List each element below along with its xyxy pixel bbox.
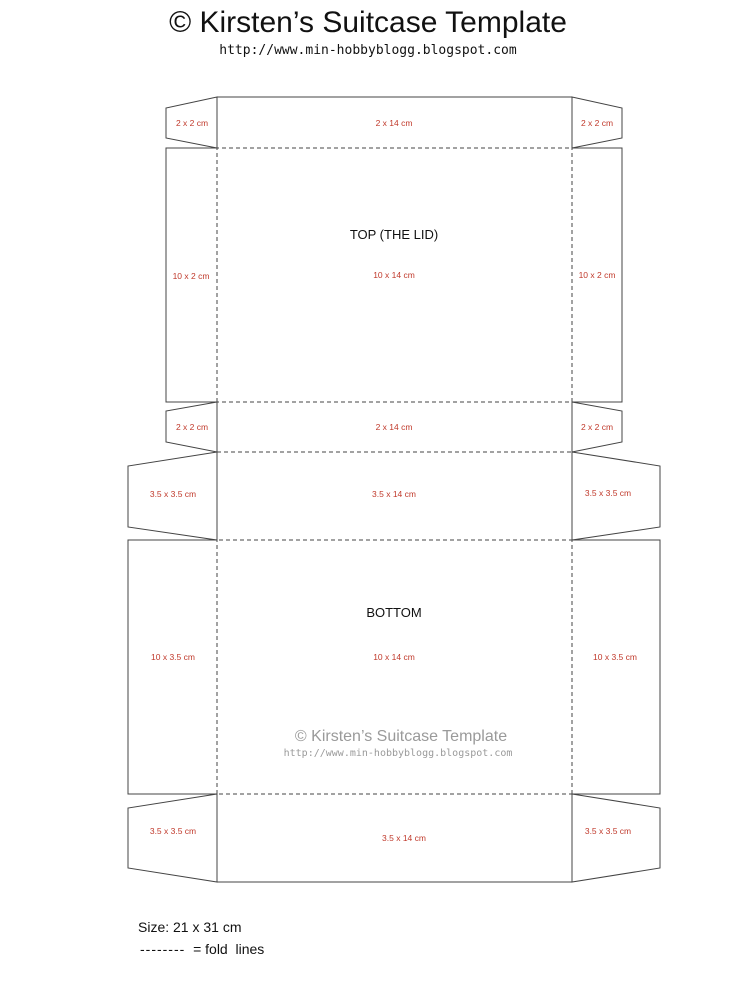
- dim-back-center: 3.5 x 14 cm: [382, 833, 426, 843]
- fold-legend-dashes: --------: [140, 941, 186, 957]
- dim-mid-flap-center: 2 x 14 cm: [375, 422, 413, 432]
- fold-legend-text: = fold lines: [185, 941, 265, 957]
- dim-mid-flap-right: 2 x 2 cm: [580, 422, 614, 432]
- watermark-url: http://www.min-hobbyblogg.blogspot.com: [283, 748, 513, 759]
- dim-top-flap-right: 2 x 2 cm: [580, 118, 614, 128]
- section-label-bottom: BOTTOM: [366, 605, 422, 620]
- dim-front-right: 3.5 x 3.5 cm: [584, 488, 632, 498]
- dim-lid-side-left: 10 x 2 cm: [172, 271, 210, 281]
- dim-back-right: 3.5 x 3.5 cm: [584, 826, 632, 836]
- dim-lid-center: 10 x 14 cm: [373, 270, 415, 280]
- dim-top-flap-left: 2 x 2 cm: [175, 118, 209, 128]
- size-label: Size: 21 x 31 cm: [138, 919, 242, 935]
- watermark-title: © Kirsten’s Suitcase Template: [294, 728, 508, 745]
- dim-top-flap-center: 2 x 14 cm: [375, 118, 413, 128]
- dim-bottom-side-right: 10 x 3.5 cm: [593, 652, 637, 662]
- bottom-side-right-shape: [572, 540, 660, 794]
- dim-mid-flap-left: 2 x 2 cm: [175, 422, 209, 432]
- dim-front-left: 3.5 x 3.5 cm: [149, 489, 197, 499]
- dim-back-left: 3.5 x 3.5 cm: [149, 826, 197, 836]
- bottom-side-left-shape: [128, 540, 217, 794]
- dim-bottom-side-left: 10 x 3.5 cm: [151, 652, 195, 662]
- back-right-shape: [572, 794, 660, 882]
- back-left-shape: [128, 794, 217, 882]
- section-label-top: TOP (THE LID): [349, 227, 439, 242]
- dim-lid-side-right: 10 x 2 cm: [578, 270, 616, 280]
- page-title: © Kirsten’s Suitcase Template: [169, 6, 567, 39]
- dim-bottom-center: 10 x 14 cm: [373, 652, 415, 662]
- page-url: http://www.min-hobbyblogg.blogspot.com: [219, 43, 517, 58]
- dim-front-center: 3.5 x 14 cm: [372, 489, 416, 499]
- fold-legend: [140, 941, 264, 957]
